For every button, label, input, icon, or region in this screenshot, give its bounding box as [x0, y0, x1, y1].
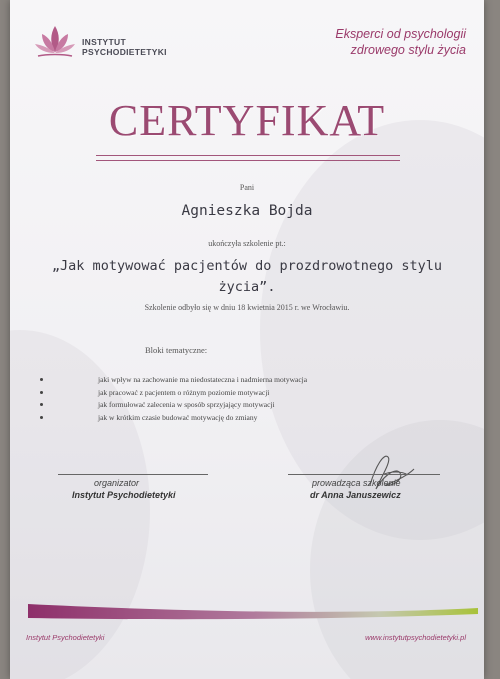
tagline-line-1: Eksperci od psychologii — [335, 27, 466, 41]
topic-text: jak formułować zalecenia w sposób sprzyjający motywacji — [98, 400, 275, 409]
trainer-signature-line — [288, 474, 440, 475]
completed-text: ukończyła szkolenie pt.: — [208, 239, 286, 248]
place-date: Szkolenie odbyło się w dniu 18 kwietnia 2015 r. we Wrocławiu. — [144, 303, 350, 312]
course-title — [50, 256, 444, 298]
topic-list — [40, 374, 370, 424]
recipient-name: Agnieszka Bojda — [181, 203, 313, 219]
bullet-icon — [40, 378, 43, 381]
organizer-name: Instytut Psychodietetyki — [72, 490, 176, 500]
list-item — [40, 387, 370, 400]
topic-text: jaki wpływ na zachowanie ma niedostateczna i nadmierna motywacja — [98, 375, 308, 384]
title-rule-top — [96, 155, 400, 156]
list-item — [40, 399, 370, 412]
logo-line-2: PSYCHODIETETYKI — [82, 47, 167, 57]
topic-text: jak pracować z pacjentem o różnym poziomie motywacji — [98, 387, 270, 397]
bullet-icon — [40, 416, 43, 419]
tagline — [276, 26, 466, 58]
organizer-role: organizator — [94, 478, 140, 488]
logo-text — [82, 37, 167, 57]
footer-left: Instytut Psychodietetyki — [26, 633, 105, 642]
list-item — [40, 374, 370, 387]
bullet-icon — [40, 391, 43, 394]
decorative-wave — [28, 598, 478, 624]
course-title-line-1: „Jak motywować pacjentów do prozdrowotnego stylu — [51, 258, 443, 274]
list-item — [40, 412, 370, 425]
bullet-icon — [40, 403, 43, 406]
blocks-title: Bloki tematyczne: — [145, 345, 208, 355]
footer-right: www.instytutpsychodietetyki.pl — [365, 633, 466, 642]
certificate-page — [10, 0, 484, 679]
title-rule-bottom — [96, 160, 400, 161]
trainer-role: prowadząca szkolenie — [312, 478, 401, 488]
certificate-title: CERTYFIKAT — [108, 96, 386, 145]
institute-logo — [32, 20, 182, 64]
organizer-signature-line — [58, 474, 208, 475]
topic-text: jak w krótkim czasie budować motywację do zmiany — [98, 412, 258, 422]
lotus-logo-icon — [32, 20, 78, 64]
trainer-name: dr Anna Januszewicz — [310, 490, 401, 500]
salutation: Pani — [239, 183, 255, 192]
logo-line-1: INSTYTUT — [82, 37, 126, 47]
course-title-line-2: życia”. — [218, 279, 276, 295]
tagline-line-2: zdrowego stylu życia — [350, 43, 466, 57]
